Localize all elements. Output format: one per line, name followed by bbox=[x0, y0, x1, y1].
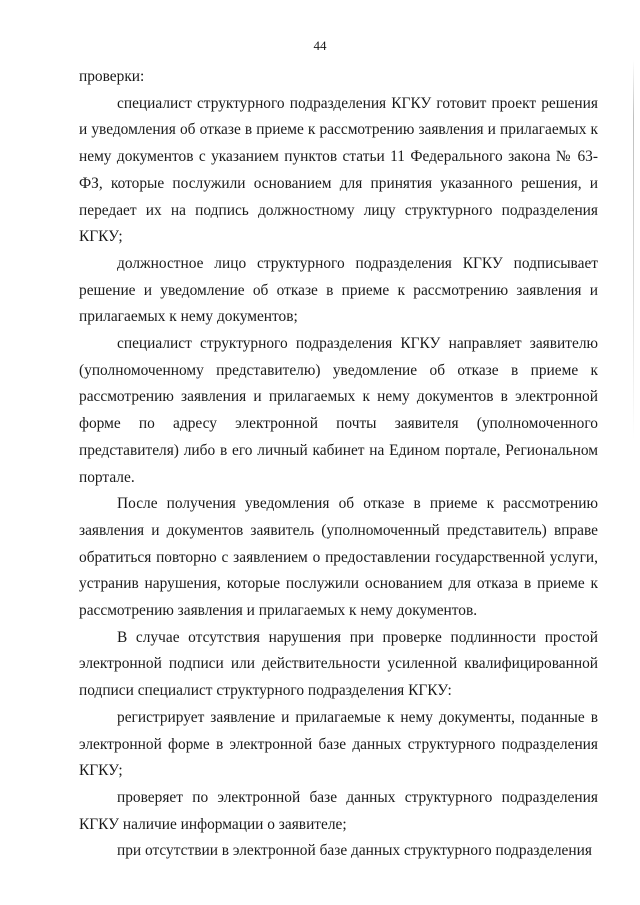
document-body bbox=[79, 64, 598, 865]
paragraph: проверки: bbox=[79, 68, 145, 85]
paragraph: В случае отсутствия нарушения при проверке подлинности простой электронной подписи или действительности усиленной квалифицированной подписи специалист структурного подразделения КГКУ: bbox=[79, 628, 598, 700]
paragraph: специалист структурного подразделения КГКУ готовит проект решения и уведомления об отказе в приеме к рассмотрению заявления и прилагаемых к нему документов с указанием пунктов статьи 11 Федерального закона № 63- ФЗ, которые послужили основанием для принятия указанного решения, и передает их на подпись должностному лицу структурного подразделения КГКУ; bbox=[79, 94, 598, 246]
paragraph: регистрирует заявление и прилагаемые к нему документы, поданные в электронной форме в электронной базе данных структурного подразделения КГКУ; bbox=[79, 708, 598, 780]
paragraph: при отсутствии в электронной базе данных структурного подразделения bbox=[117, 842, 592, 860]
paragraph: проверяет по электронной базе данных структурного подразделения КГКУ наличие информации о заявителе; bbox=[79, 788, 598, 833]
paragraph: должностное лицо структурного подразделения КГКУ подписывает решение и уведомление об отказе в приеме к рассмотрению заявления и прилагаемых к нему документов; bbox=[79, 254, 598, 326]
page-number: 44 bbox=[313, 38, 327, 53]
paragraph: После получения уведомления об отказе в приеме к рассмотрению заявления и документов заявитель (уполномоченный представитель) вправе обратиться повторно с заявлением о предоставлении государственной услуги, устранив нарушения, которые послужили основанием для отказа в приеме к рассмотрению заявления и прилагаемых к нему документов. bbox=[79, 495, 598, 620]
scan-edge-artifact bbox=[633, 60, 634, 440]
paragraph: специалист структурного подразделения КГКУ направляет заявителю (уполномоченному представителю) уведомление об отказе в приеме к рассмотрению заявления и прилагаемых к нему документов в электронной форме по адресу электронной почты заявителя (уполномоченного представителя) либо в его личный кабинет на Едином портале, Региональном портале. bbox=[79, 335, 598, 486]
